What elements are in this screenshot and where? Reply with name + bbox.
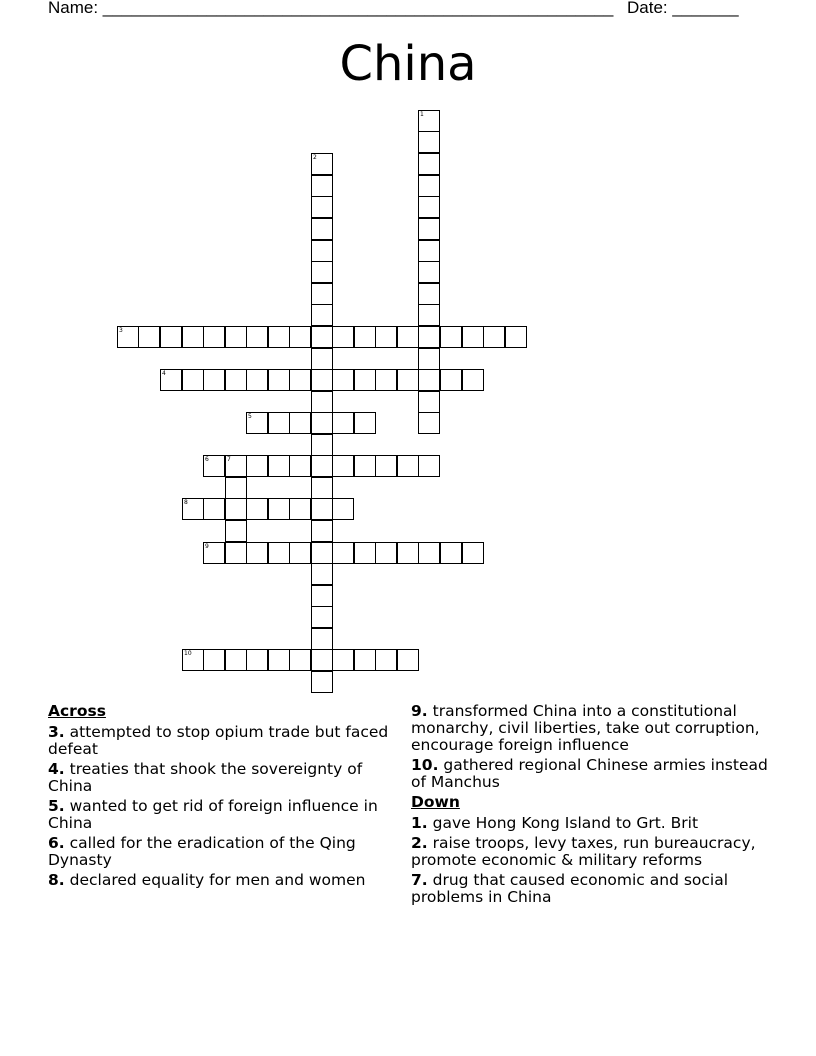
grid-cell[interactable] xyxy=(332,412,354,434)
grid-cell[interactable] xyxy=(440,369,462,391)
grid-cell[interactable] xyxy=(311,649,333,671)
across-heading: Across xyxy=(48,702,106,720)
grid-cell[interactable] xyxy=(225,369,247,391)
grid-cell[interactable] xyxy=(289,498,311,520)
grid-cell[interactable] xyxy=(418,110,440,132)
grid-cell[interactable] xyxy=(311,369,333,391)
grid-cell[interactable] xyxy=(418,131,440,153)
grid-cell[interactable] xyxy=(203,542,225,564)
grid-cell[interactable] xyxy=(182,369,204,391)
clue-across-4: 4. treaties that shook the sovereignty of China xyxy=(48,760,363,795)
clue-across-8: 8. declared equality for men and women xyxy=(48,871,366,889)
grid-cell[interactable] xyxy=(418,196,440,218)
grid-cell[interactable] xyxy=(246,455,268,477)
grid-cell[interactable] xyxy=(182,498,204,520)
grid-cell[interactable] xyxy=(311,434,333,456)
grid-cell[interactable] xyxy=(332,369,354,391)
grid-cell[interactable] xyxy=(483,326,505,348)
grid-cell[interactable] xyxy=(311,391,333,413)
grid-cell[interactable] xyxy=(225,326,247,348)
grid-cell[interactable] xyxy=(225,455,247,477)
grid-cell[interactable] xyxy=(354,649,376,671)
grid-cell[interactable] xyxy=(311,455,333,477)
grid-cell[interactable] xyxy=(311,542,333,564)
grid-cell[interactable] xyxy=(225,498,247,520)
grid-cell[interactable] xyxy=(418,326,440,348)
grid-cell[interactable] xyxy=(311,498,333,520)
grid-cell[interactable] xyxy=(440,542,462,564)
grid-cell[interactable] xyxy=(289,369,311,391)
grid-cell[interactable] xyxy=(397,542,419,564)
grid-cell[interactable] xyxy=(203,498,225,520)
clues-column-right xyxy=(411,703,771,909)
clue-across-6: 6. called for the eradication of the Qing Dynasty xyxy=(48,834,356,869)
grid-cell[interactable] xyxy=(418,369,440,391)
grid-cell[interactable] xyxy=(311,585,333,607)
grid-cell[interactable] xyxy=(289,455,311,477)
grid-cell[interactable] xyxy=(462,542,484,564)
grid-cell[interactable] xyxy=(418,153,440,175)
grid-cell[interactable] xyxy=(354,326,376,348)
grid-cell[interactable] xyxy=(311,520,333,542)
clue-down-2: 2. raise troops, levy taxes, run bureaucracy, promote economic & military reforms xyxy=(411,834,756,869)
grid-cell[interactable] xyxy=(268,455,290,477)
grid-cell[interactable] xyxy=(332,649,354,671)
cell-number: 8 xyxy=(184,499,188,506)
grid-cell[interactable] xyxy=(138,326,160,348)
cell-number: 6 xyxy=(205,456,209,463)
clue-down-7: 7. drug that caused economic and social problems in China xyxy=(411,871,729,906)
cell-number: 10 xyxy=(184,650,192,657)
cell-number: 4 xyxy=(162,370,166,377)
cell-number: 5 xyxy=(248,413,252,420)
grid-cell[interactable] xyxy=(418,218,440,240)
grid-cell[interactable] xyxy=(418,240,440,262)
grid-cell[interactable] xyxy=(332,455,354,477)
grid-cell[interactable] xyxy=(311,628,333,650)
grid-cell[interactable] xyxy=(505,326,527,348)
grid-cell[interactable] xyxy=(418,412,440,434)
grid-cell[interactable] xyxy=(311,153,333,175)
grid-cell[interactable] xyxy=(225,477,247,499)
grid-cell[interactable] xyxy=(397,649,419,671)
grid-cell[interactable] xyxy=(311,412,333,434)
grid-cell[interactable] xyxy=(289,412,311,434)
grid-cell[interactable] xyxy=(418,304,440,326)
grid-cell[interactable] xyxy=(117,326,139,348)
grid-cell[interactable] xyxy=(246,412,268,434)
cell-number: 1 xyxy=(420,111,424,118)
grid-cell[interactable] xyxy=(462,326,484,348)
grid-cell[interactable] xyxy=(311,477,333,499)
grid-cell[interactable] xyxy=(397,455,419,477)
grid-cell[interactable] xyxy=(397,369,419,391)
grid-cell[interactable] xyxy=(418,175,440,197)
grid-cell[interactable] xyxy=(203,326,225,348)
grid-cell[interactable] xyxy=(268,649,290,671)
grid-cell[interactable] xyxy=(160,369,182,391)
grid-cell[interactable] xyxy=(289,649,311,671)
grid-cell[interactable] xyxy=(246,542,268,564)
grid-cell[interactable] xyxy=(311,196,333,218)
grid-cell[interactable] xyxy=(311,304,333,326)
down-heading: Down xyxy=(411,793,460,811)
grid-cell[interactable] xyxy=(332,542,354,564)
grid-cell[interactable] xyxy=(311,175,333,197)
grid-cell[interactable] xyxy=(268,412,290,434)
grid-cell[interactable] xyxy=(375,326,397,348)
grid-cell[interactable] xyxy=(182,649,204,671)
grid-cell[interactable] xyxy=(354,542,376,564)
grid-cell[interactable] xyxy=(203,369,225,391)
grid-cell[interactable] xyxy=(268,326,290,348)
cell-number: 7 xyxy=(227,456,231,463)
grid-cell[interactable] xyxy=(203,455,225,477)
grid-cell[interactable] xyxy=(311,563,333,585)
grid-cell[interactable] xyxy=(311,283,333,305)
grid-cell[interactable] xyxy=(418,455,440,477)
grid-cell[interactable] xyxy=(418,542,440,564)
grid-cell[interactable] xyxy=(225,520,247,542)
grid-cell[interactable] xyxy=(354,369,376,391)
clue-across-10: 10. gathered regional Chinese armies instead of Manchus xyxy=(411,756,768,791)
date-field[interactable]: Date: _______ xyxy=(627,0,739,17)
grid-cell[interactable] xyxy=(354,412,376,434)
grid-cell[interactable] xyxy=(332,326,354,348)
grid-cell[interactable] xyxy=(225,542,247,564)
grid-cell[interactable] xyxy=(311,606,333,628)
grid-cell[interactable] xyxy=(397,326,419,348)
grid-cell[interactable] xyxy=(418,391,440,413)
grid-cell[interactable] xyxy=(246,326,268,348)
grid-cell[interactable] xyxy=(311,326,333,348)
grid-cell[interactable] xyxy=(246,649,268,671)
grid-cell[interactable] xyxy=(332,498,354,520)
grid-cell[interactable] xyxy=(311,261,333,283)
grid-cell[interactable] xyxy=(225,649,247,671)
grid-cell[interactable] xyxy=(268,498,290,520)
clue-down-1: 1. gave Hong Kong Island to Grt. Brit xyxy=(411,814,699,832)
grid-cell[interactable] xyxy=(203,649,225,671)
grid-cell[interactable] xyxy=(182,326,204,348)
grid-cell[interactable] xyxy=(418,348,440,370)
clue-across-3: 3. attempted to stop opium trade but faced defeat xyxy=(48,723,389,758)
cell-number: 2 xyxy=(313,154,317,161)
grid-cell[interactable] xyxy=(311,348,333,370)
grid-cell[interactable] xyxy=(289,542,311,564)
grid-cell[interactable] xyxy=(375,649,397,671)
grid-cell[interactable] xyxy=(160,326,182,348)
grid-cell[interactable] xyxy=(289,326,311,348)
grid-cell[interactable] xyxy=(375,369,397,391)
grid-cell[interactable] xyxy=(311,218,333,240)
clue-across-5: 5. wanted to get rid of foreign influence in China xyxy=(48,797,378,832)
clue-across-9: 9. transformed China into a constitutional monarchy, civil liberties, take out corruption, encourage foreign influence xyxy=(411,702,760,754)
grid-cell[interactable] xyxy=(418,261,440,283)
grid-cell[interactable] xyxy=(311,240,333,262)
grid-cell[interactable] xyxy=(354,455,376,477)
grid-cell[interactable] xyxy=(462,369,484,391)
cell-number: 9 xyxy=(205,543,209,550)
grid-cell[interactable] xyxy=(268,542,290,564)
grid-cell[interactable] xyxy=(375,455,397,477)
grid-cell[interactable] xyxy=(268,369,290,391)
cell-number: 3 xyxy=(119,327,123,334)
name-field[interactable]: Name: ______________________________________________________ xyxy=(48,0,614,17)
grid-cell[interactable] xyxy=(440,326,462,348)
page-title: China xyxy=(339,36,477,92)
grid-cell[interactable] xyxy=(311,671,333,693)
clues-column-left xyxy=(48,703,398,892)
grid-cell[interactable] xyxy=(418,283,440,305)
grid-cell[interactable] xyxy=(246,498,268,520)
grid-cell[interactable] xyxy=(246,369,268,391)
grid-cell[interactable] xyxy=(375,542,397,564)
